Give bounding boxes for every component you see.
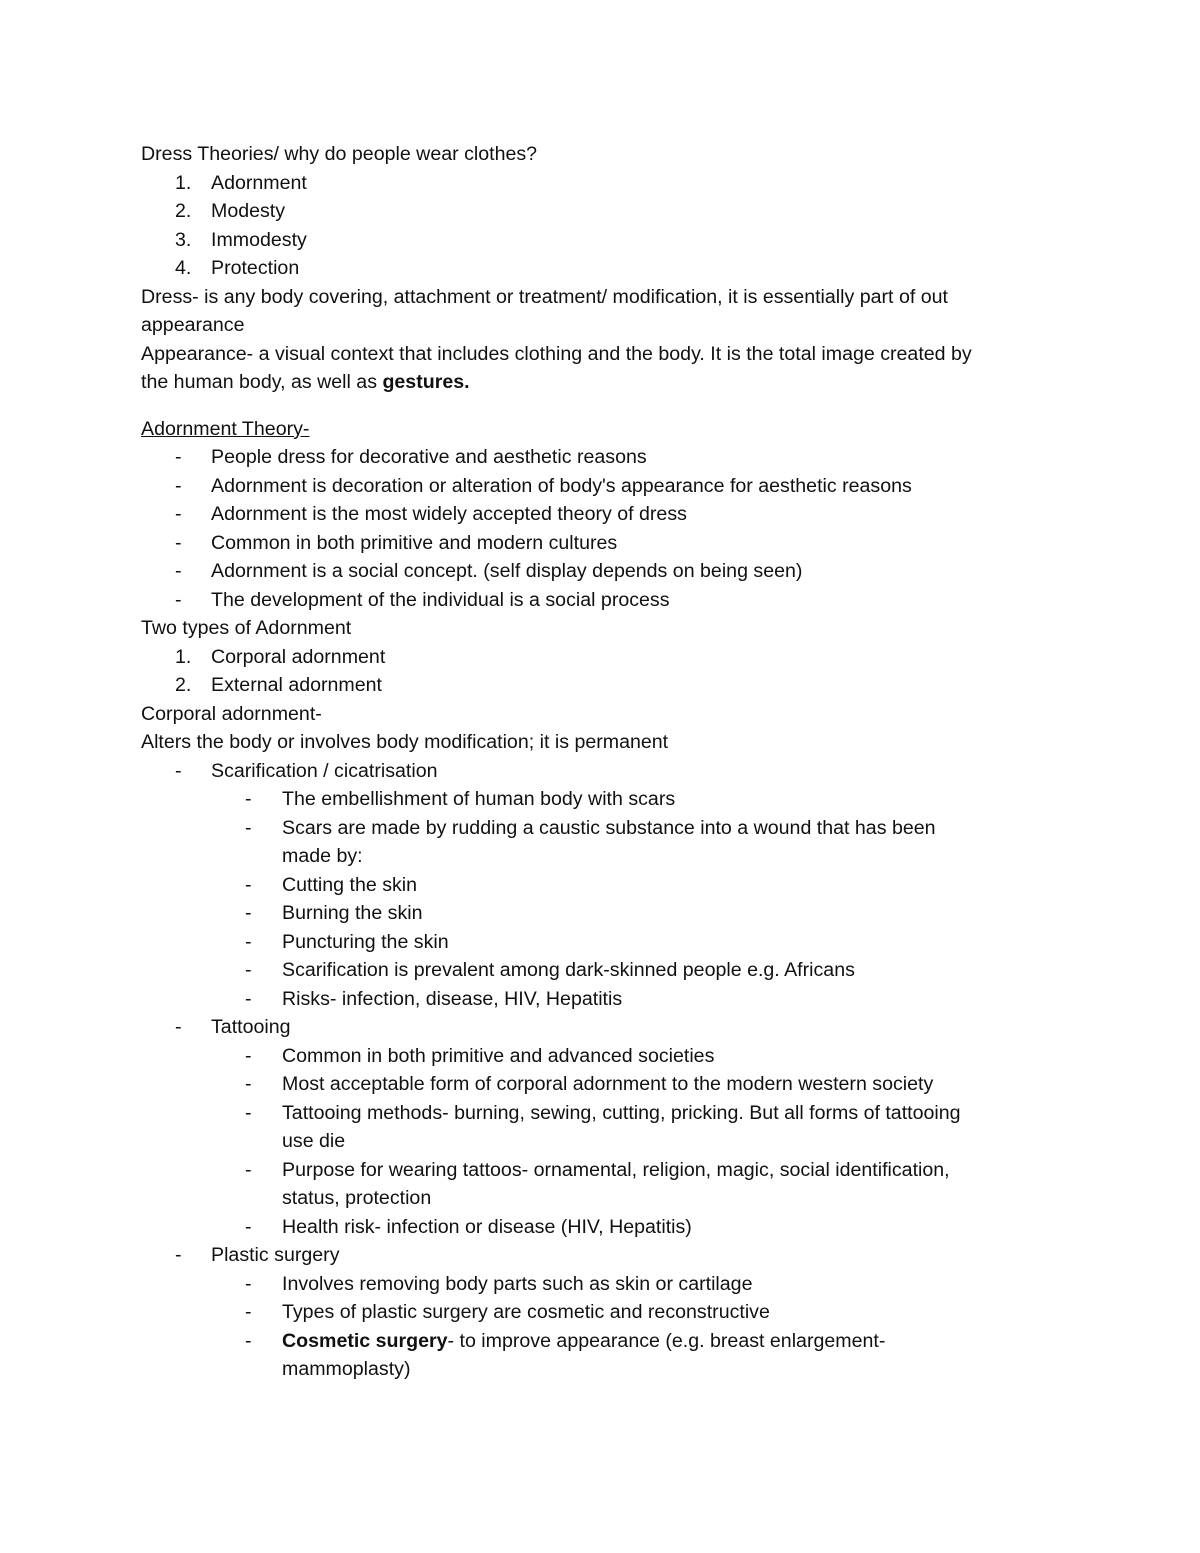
- list-item: 2. External adornment: [141, 671, 1071, 700]
- list-item: - Health risk- infection or disease (HIV, Hepatitis): [141, 1213, 1071, 1242]
- bullet-dash: -: [175, 531, 182, 554]
- list-item: - Types of plastic surgery are cosmetic and reconstructive: [141, 1298, 1071, 1327]
- list-item: - Purpose for wearing tattoos- ornamental, religion, magic, social identification,: [141, 1156, 1071, 1185]
- list-item: - Scars are made by rudding a caustic substance into a wound that has been: [141, 814, 1071, 843]
- list-number: 2.: [175, 674, 192, 696]
- list-item: - The embellishment of human body with scars: [141, 785, 1071, 814]
- dress-definition: Dress- is any body covering, attachment or treatment/ modification, it is essentially part of out: [141, 285, 948, 308]
- bullet-dash: -: [175, 1016, 182, 1038]
- cosmetic-surgery-term: Cosmetic surgery: [282, 1329, 448, 1352]
- list-number: 1.: [175, 171, 192, 194]
- list-item: 4. Protection: [141, 254, 1071, 283]
- list-item: - Adornment is decoration or alteration of body's appearance for aesthetic reasons: [141, 472, 1071, 501]
- list-item-cont: status, protection: [282, 1187, 432, 1209]
- list-item: - Adornment is a social concept. (self display depends on being seen): [141, 557, 1071, 586]
- adornment-theory-heading: Adornment Theory-: [141, 417, 310, 440]
- list-number: 3.: [175, 228, 192, 251]
- bullet-dash: -: [175, 503, 182, 525]
- list-item: 2. Modesty: [141, 197, 1071, 226]
- list-item: - Adornment is the most widely accepted theory of dress: [141, 500, 1071, 529]
- list-item: - Common in both primitive and modern cultures: [141, 529, 1071, 558]
- list-item-cont: mammoplasty): [282, 1358, 411, 1380]
- corporal-description: Alters the body or involves body modification; it is permanent: [141, 731, 669, 753]
- bullet-dash: -: [245, 1215, 252, 1238]
- bullet-dash: -: [175, 588, 182, 611]
- appearance-definition: Appearance- a visual context that includes clothing and the body. It is the total image created by: [141, 342, 972, 365]
- list-item-scarification: - Scarification / cicatrisation: [141, 757, 1071, 786]
- list-item: - The development of the individual is a social process: [141, 586, 1071, 615]
- document-body: [141, 140, 1071, 1384]
- list-item: - People dress for decorative and aesthetic reasons: [141, 443, 1071, 472]
- bullet-dash: -: [245, 1101, 252, 1124]
- list-item: - Risks- infection, disease, HIV, Hepatitis: [141, 985, 1071, 1014]
- bullet-dash: -: [245, 1301, 252, 1323]
- list-item: 1. Corporal adornment: [141, 643, 1071, 672]
- list-item: - Cutting the skin: [141, 871, 1071, 900]
- list-item: - Tattooing methods- burning, sewing, cutting, pricking. But all forms of tattooing: [141, 1099, 1071, 1128]
- bullet-dash: -: [175, 759, 182, 782]
- adornment-points: [141, 443, 1071, 614]
- bullet-dash: -: [245, 1044, 252, 1067]
- bullet-dash: -: [175, 560, 182, 582]
- list-number: 4.: [175, 257, 192, 279]
- list-item-plastic-surgery: - Plastic surgery: [141, 1241, 1071, 1270]
- theories-list: [141, 169, 1071, 283]
- bullet-dash: -: [245, 1329, 252, 1352]
- bullet-dash: -: [245, 1272, 252, 1295]
- bullet-dash: -: [245, 930, 252, 953]
- bullet-dash: -: [175, 1244, 182, 1266]
- bullet-dash: -: [245, 788, 252, 810]
- bullet-dash: -: [245, 816, 252, 839]
- gestures-term: gestures.: [382, 371, 470, 393]
- list-item: - Scarification is prevalent among dark-skinned people e.g. Africans: [141, 956, 1071, 985]
- bullet-dash: -: [175, 446, 182, 468]
- list-item-cont: made by:: [282, 845, 363, 867]
- list-item: 1. Adornment: [141, 169, 1071, 198]
- corporal-heading: Corporal adornment-: [141, 702, 322, 725]
- types-list: [141, 643, 1071, 700]
- list-item: - Cosmetic surgery- to improve appearance (e.g. breast enlargement-: [141, 1327, 1071, 1356]
- bullet-dash: -: [245, 873, 252, 896]
- list-item: - Puncturing the skin: [141, 928, 1071, 957]
- page-title: Dress Theories/ why do people wear clothes?: [141, 143, 538, 165]
- list-item: 3. Immodesty: [141, 226, 1071, 255]
- bullet-dash: -: [245, 902, 252, 924]
- list-item-tattooing: - Tattooing: [141, 1013, 1071, 1042]
- bullet-dash: -: [175, 474, 182, 497]
- appearance-definition-cont: the human body, as well as gestures.: [141, 371, 470, 393]
- list-item: - Most acceptable form of corporal adornment to the modern western society: [141, 1070, 1071, 1099]
- bullet-dash: -: [245, 987, 252, 1010]
- list-item: - Common in both primitive and advanced societies: [141, 1042, 1071, 1071]
- types-heading: Two types of Adornment: [141, 617, 352, 639]
- list-item-cont: use die: [282, 1130, 346, 1152]
- dress-definition-cont: appearance: [141, 314, 245, 336]
- list-number: 1.: [175, 645, 192, 668]
- bullet-dash: -: [245, 959, 252, 981]
- bullet-dash: -: [245, 1073, 252, 1095]
- bullet-dash: -: [245, 1158, 252, 1181]
- list-number: 2.: [175, 200, 192, 222]
- list-item: - Burning the skin: [141, 899, 1071, 928]
- list-item: - Involves removing body parts such as skin or cartilage: [141, 1270, 1071, 1299]
